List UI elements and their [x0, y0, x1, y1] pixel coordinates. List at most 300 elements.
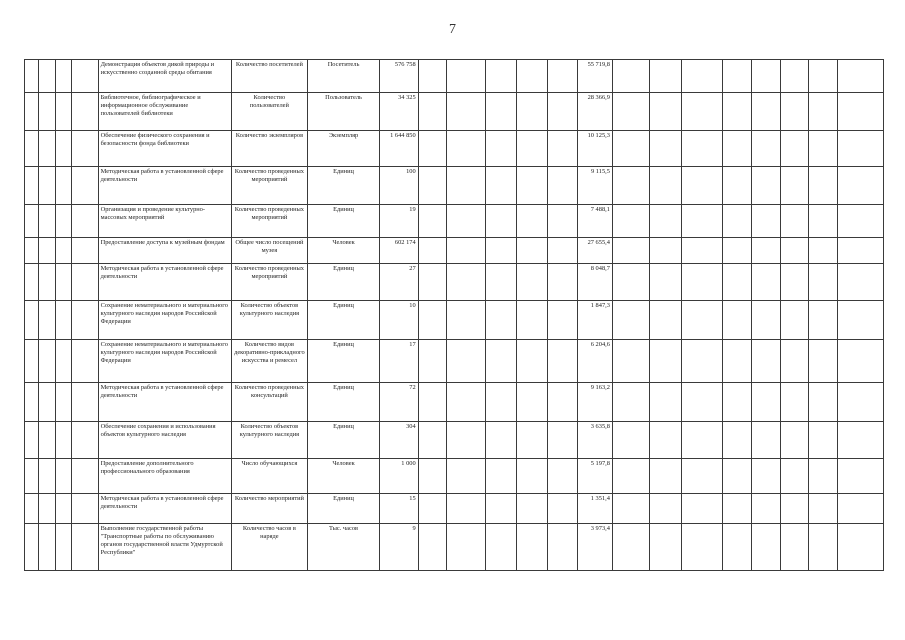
empty-cell	[547, 524, 578, 571]
service-cell: Методическая работа в установленной сфере деятельности	[98, 167, 231, 205]
table-row	[25, 301, 884, 340]
indicator-cell: Количество посетителей	[231, 60, 308, 93]
indicator-cell: Количество проведенных мероприятий	[231, 167, 308, 205]
empty-cell	[25, 60, 39, 93]
empty-cell	[751, 422, 780, 459]
empty-cell	[72, 93, 99, 131]
empty-cell	[72, 459, 99, 494]
unit-cell: Экземпляр	[308, 131, 380, 167]
empty-cell	[39, 422, 55, 459]
empty-cell	[39, 340, 55, 383]
empty-cell	[447, 459, 486, 494]
volume-cell: 304	[379, 422, 418, 459]
empty-cell	[447, 494, 486, 524]
empty-cell	[547, 383, 578, 422]
empty-cell	[751, 167, 780, 205]
unit-cell: Единиц	[308, 301, 380, 340]
empty-cell	[418, 131, 447, 167]
empty-cell	[39, 238, 55, 264]
unit-cell: Единиц	[308, 264, 380, 301]
empty-cell	[751, 524, 780, 571]
empty-cell	[809, 459, 838, 494]
empty-cell	[751, 264, 780, 301]
empty-cell	[486, 167, 517, 205]
empty-cell	[612, 340, 649, 383]
empty-cell	[39, 167, 55, 205]
empty-cell	[751, 60, 780, 93]
service-cell: Методическая работа в установленной сфере деятельности	[98, 383, 231, 422]
empty-cell	[516, 459, 547, 494]
volume-cell: 72	[379, 383, 418, 422]
empty-cell	[516, 340, 547, 383]
empty-cell	[649, 60, 682, 93]
empty-cell	[780, 167, 809, 205]
empty-cell	[447, 422, 486, 459]
empty-cell	[55, 60, 71, 93]
empty-cell	[25, 459, 39, 494]
empty-cell	[25, 422, 39, 459]
empty-cell	[547, 301, 578, 340]
empty-cell	[547, 459, 578, 494]
empty-cell	[723, 167, 752, 205]
indicator-cell: Количество проведенных мероприятий	[231, 205, 308, 238]
amount-cell: 27 655,4	[578, 238, 613, 264]
empty-cell	[612, 524, 649, 571]
empty-cell	[55, 340, 71, 383]
empty-cell	[486, 131, 517, 167]
empty-cell	[780, 93, 809, 131]
unit-cell: Единиц	[308, 340, 380, 383]
empty-cell	[55, 205, 71, 238]
empty-cell	[418, 167, 447, 205]
amount-cell: 7 488,1	[578, 205, 613, 238]
services-table	[24, 59, 884, 571]
empty-cell	[612, 167, 649, 205]
empty-cell	[780, 205, 809, 238]
empty-cell	[723, 383, 752, 422]
empty-cell	[612, 459, 649, 494]
empty-cell	[418, 205, 447, 238]
indicator-cell: Количество часов в наряде	[231, 524, 308, 571]
volume-cell: 576 758	[379, 60, 418, 93]
empty-cell	[55, 167, 71, 205]
empty-cell	[809, 383, 838, 422]
empty-cell	[837, 340, 883, 383]
empty-cell	[809, 494, 838, 524]
empty-cell	[612, 264, 649, 301]
empty-cell	[612, 205, 649, 238]
empty-cell	[751, 494, 780, 524]
empty-cell	[612, 422, 649, 459]
empty-cell	[809, 131, 838, 167]
service-cell: Библиотечное, библиографическое и информационное обслуживание пользователей библиотеки	[98, 93, 231, 131]
empty-cell	[418, 264, 447, 301]
unit-cell: Единиц	[308, 383, 380, 422]
empty-cell	[809, 524, 838, 571]
empty-cell	[486, 340, 517, 383]
empty-cell	[780, 524, 809, 571]
empty-cell	[39, 524, 55, 571]
table-row	[25, 167, 884, 205]
empty-cell	[72, 131, 99, 167]
empty-cell	[682, 238, 723, 264]
empty-cell	[682, 93, 723, 131]
empty-cell	[780, 301, 809, 340]
service-cell: Обеспечение сохранения и использования объектов культурного наследия	[98, 422, 231, 459]
indicator-cell: Общее число посещений музея	[231, 238, 308, 264]
empty-cell	[39, 60, 55, 93]
volume-cell: 10	[379, 301, 418, 340]
empty-cell	[780, 459, 809, 494]
unit-cell: Пользователь	[308, 93, 380, 131]
empty-cell	[612, 60, 649, 93]
empty-cell	[72, 264, 99, 301]
empty-cell	[447, 205, 486, 238]
empty-cell	[447, 301, 486, 340]
empty-cell	[649, 93, 682, 131]
empty-cell	[25, 383, 39, 422]
empty-cell	[751, 238, 780, 264]
empty-cell	[780, 383, 809, 422]
empty-cell	[418, 383, 447, 422]
empty-cell	[809, 93, 838, 131]
empty-cell	[723, 93, 752, 131]
empty-cell	[516, 524, 547, 571]
empty-cell	[486, 238, 517, 264]
empty-cell	[55, 524, 71, 571]
empty-cell	[516, 301, 547, 340]
empty-cell	[682, 383, 723, 422]
empty-cell	[809, 340, 838, 383]
service-cell: Выполнение государственной работы "Транспортные работы по обслуживанию органов государственной власти Удмуртской Республики"	[98, 524, 231, 571]
empty-cell	[649, 238, 682, 264]
empty-cell	[682, 494, 723, 524]
empty-cell	[723, 459, 752, 494]
volume-cell: 1 000	[379, 459, 418, 494]
empty-cell	[649, 131, 682, 167]
volume-cell: 17	[379, 340, 418, 383]
empty-cell	[649, 422, 682, 459]
indicator-cell: Количество проведенных мероприятий	[231, 264, 308, 301]
table-row	[25, 340, 884, 383]
empty-cell	[612, 494, 649, 524]
empty-cell	[55, 93, 71, 131]
empty-cell	[837, 60, 883, 93]
empty-cell	[547, 494, 578, 524]
amount-cell: 1 847,3	[578, 301, 613, 340]
empty-cell	[780, 264, 809, 301]
empty-cell	[55, 459, 71, 494]
empty-cell	[837, 167, 883, 205]
empty-cell	[780, 494, 809, 524]
empty-cell	[486, 205, 517, 238]
amount-cell: 9 115,5	[578, 167, 613, 205]
volume-cell: 9	[379, 524, 418, 571]
empty-cell	[547, 340, 578, 383]
empty-cell	[751, 459, 780, 494]
empty-cell	[723, 422, 752, 459]
service-cell: Методическая работа в установленной сфере деятельности	[98, 494, 231, 524]
empty-cell	[516, 422, 547, 459]
empty-cell	[516, 238, 547, 264]
empty-cell	[55, 301, 71, 340]
empty-cell	[837, 494, 883, 524]
empty-cell	[418, 340, 447, 383]
empty-cell	[447, 238, 486, 264]
empty-cell	[649, 301, 682, 340]
empty-cell	[751, 205, 780, 238]
empty-cell	[780, 238, 809, 264]
empty-cell	[837, 459, 883, 494]
service-cell: Методическая работа в установленной сфере деятельности	[98, 264, 231, 301]
empty-cell	[418, 60, 447, 93]
empty-cell	[25, 340, 39, 383]
empty-cell	[547, 60, 578, 93]
table-row	[25, 238, 884, 264]
unit-cell: Единиц	[308, 422, 380, 459]
empty-cell	[516, 494, 547, 524]
volume-cell: 15	[379, 494, 418, 524]
empty-cell	[682, 524, 723, 571]
empty-cell	[723, 340, 752, 383]
empty-cell	[39, 93, 55, 131]
empty-cell	[612, 93, 649, 131]
empty-cell	[39, 264, 55, 301]
empty-cell	[809, 264, 838, 301]
empty-cell	[516, 205, 547, 238]
volume-cell: 19	[379, 205, 418, 238]
empty-cell	[809, 238, 838, 264]
empty-cell	[682, 459, 723, 494]
empty-cell	[723, 131, 752, 167]
empty-cell	[751, 340, 780, 383]
empty-cell	[723, 205, 752, 238]
empty-cell	[682, 167, 723, 205]
empty-cell	[516, 60, 547, 93]
service-cell: Демонстрация объектов дикой природы и искусственно созданной среды обитания	[98, 60, 231, 93]
unit-cell: Человек	[308, 459, 380, 494]
empty-cell	[649, 494, 682, 524]
empty-cell	[751, 301, 780, 340]
empty-cell	[25, 524, 39, 571]
empty-cell	[809, 60, 838, 93]
empty-cell	[486, 524, 517, 571]
empty-cell	[780, 422, 809, 459]
empty-cell	[447, 524, 486, 571]
empty-cell	[72, 340, 99, 383]
empty-cell	[72, 383, 99, 422]
empty-cell	[682, 301, 723, 340]
empty-cell	[418, 93, 447, 131]
service-cell: Организация и проведение культурно-массовых мероприятий	[98, 205, 231, 238]
table-row	[25, 60, 884, 93]
table-row	[25, 383, 884, 422]
empty-cell	[447, 131, 486, 167]
empty-cell	[486, 383, 517, 422]
empty-cell	[547, 205, 578, 238]
empty-cell	[723, 524, 752, 571]
volume-cell: 1 644 850	[379, 131, 418, 167]
empty-cell	[649, 459, 682, 494]
service-cell: Обеспечение физического сохранения и безопасности фонда библиотеки	[98, 131, 231, 167]
empty-cell	[837, 524, 883, 571]
empty-cell	[55, 238, 71, 264]
empty-cell	[649, 264, 682, 301]
table-row	[25, 459, 884, 494]
table-row	[25, 93, 884, 131]
empty-cell	[486, 301, 517, 340]
empty-cell	[55, 131, 71, 167]
unit-cell: Тыс. часов	[308, 524, 380, 571]
empty-cell	[612, 131, 649, 167]
unit-cell: Единиц	[308, 167, 380, 205]
empty-cell	[751, 93, 780, 131]
empty-cell	[72, 301, 99, 340]
empty-cell	[612, 238, 649, 264]
unit-cell: Единиц	[308, 205, 380, 238]
volume-cell: 100	[379, 167, 418, 205]
table-row	[25, 264, 884, 301]
amount-cell: 5 197,8	[578, 459, 613, 494]
empty-cell	[751, 383, 780, 422]
service-cell: Сохранение нематериального и материального культурного наследия народов Российской Федерации	[98, 340, 231, 383]
empty-cell	[809, 301, 838, 340]
empty-cell	[486, 264, 517, 301]
empty-cell	[72, 205, 99, 238]
empty-cell	[447, 60, 486, 93]
empty-cell	[418, 494, 447, 524]
amount-cell: 9 163,2	[578, 383, 613, 422]
amount-cell: 3 635,8	[578, 422, 613, 459]
empty-cell	[72, 422, 99, 459]
empty-cell	[516, 264, 547, 301]
empty-cell	[418, 238, 447, 264]
indicator-cell: Количество проведенных консультаций	[231, 383, 308, 422]
table-row	[25, 524, 884, 571]
table-row	[25, 422, 884, 459]
unit-cell: Посетитель	[308, 60, 380, 93]
empty-cell	[547, 93, 578, 131]
indicator-cell: Количество мероприятий	[231, 494, 308, 524]
empty-cell	[837, 264, 883, 301]
empty-cell	[486, 60, 517, 93]
empty-cell	[516, 93, 547, 131]
indicator-cell: Количество экземпляров	[231, 131, 308, 167]
empty-cell	[72, 524, 99, 571]
empty-cell	[780, 131, 809, 167]
empty-cell	[418, 524, 447, 571]
service-cell: Предоставление дополнительного профессионального образования	[98, 459, 231, 494]
empty-cell	[486, 459, 517, 494]
empty-cell	[39, 131, 55, 167]
volume-cell: 27	[379, 264, 418, 301]
empty-cell	[682, 264, 723, 301]
empty-cell	[809, 422, 838, 459]
amount-cell: 6 204,6	[578, 340, 613, 383]
empty-cell	[837, 301, 883, 340]
service-cell: Предоставление доступа к музейным фондам	[98, 238, 231, 264]
empty-cell	[809, 205, 838, 238]
volume-cell: 34 325	[379, 93, 418, 131]
table-row	[25, 131, 884, 167]
empty-cell	[723, 301, 752, 340]
table-row	[25, 205, 884, 238]
volume-cell: 602 174	[379, 238, 418, 264]
empty-cell	[486, 422, 517, 459]
empty-cell	[447, 93, 486, 131]
indicator-cell: Количество объектов культурного наследия	[231, 422, 308, 459]
empty-cell	[25, 205, 39, 238]
empty-cell	[547, 131, 578, 167]
empty-cell	[447, 383, 486, 422]
indicator-cell: Количество видов декоративно-прикладного искусства и ремесел	[231, 340, 308, 383]
empty-cell	[649, 383, 682, 422]
empty-cell	[547, 264, 578, 301]
empty-cell	[72, 494, 99, 524]
empty-cell	[809, 167, 838, 205]
empty-cell	[55, 383, 71, 422]
empty-cell	[837, 422, 883, 459]
unit-cell: Человек	[308, 238, 380, 264]
empty-cell	[39, 459, 55, 494]
empty-cell	[682, 340, 723, 383]
amount-cell: 1 351,4	[578, 494, 613, 524]
empty-cell	[751, 131, 780, 167]
empty-cell	[55, 264, 71, 301]
empty-cell	[72, 238, 99, 264]
empty-cell	[780, 340, 809, 383]
empty-cell	[723, 494, 752, 524]
empty-cell	[25, 131, 39, 167]
empty-cell	[25, 167, 39, 205]
empty-cell	[547, 167, 578, 205]
amount-cell: 8 048,7	[578, 264, 613, 301]
empty-cell	[837, 205, 883, 238]
empty-cell	[418, 459, 447, 494]
amount-cell: 3 973,4	[578, 524, 613, 571]
indicator-cell: Число обучающихся	[231, 459, 308, 494]
empty-cell	[418, 301, 447, 340]
empty-cell	[25, 93, 39, 131]
empty-cell	[516, 383, 547, 422]
empty-cell	[55, 422, 71, 459]
empty-cell	[612, 383, 649, 422]
amount-cell: 55 719,8	[578, 60, 613, 93]
table-row	[25, 494, 884, 524]
empty-cell	[837, 131, 883, 167]
amount-cell: 10 125,3	[578, 131, 613, 167]
empty-cell	[682, 422, 723, 459]
empty-cell	[486, 93, 517, 131]
empty-cell	[547, 238, 578, 264]
empty-cell	[25, 238, 39, 264]
empty-cell	[612, 301, 649, 340]
empty-cell	[682, 131, 723, 167]
empty-cell	[39, 383, 55, 422]
empty-cell	[682, 205, 723, 238]
empty-cell	[447, 340, 486, 383]
empty-cell	[780, 60, 809, 93]
empty-cell	[516, 167, 547, 205]
empty-cell	[649, 167, 682, 205]
empty-cell	[723, 60, 752, 93]
empty-cell	[682, 60, 723, 93]
empty-cell	[837, 93, 883, 131]
empty-cell	[25, 301, 39, 340]
empty-cell	[649, 205, 682, 238]
empty-cell	[39, 205, 55, 238]
empty-cell	[723, 238, 752, 264]
